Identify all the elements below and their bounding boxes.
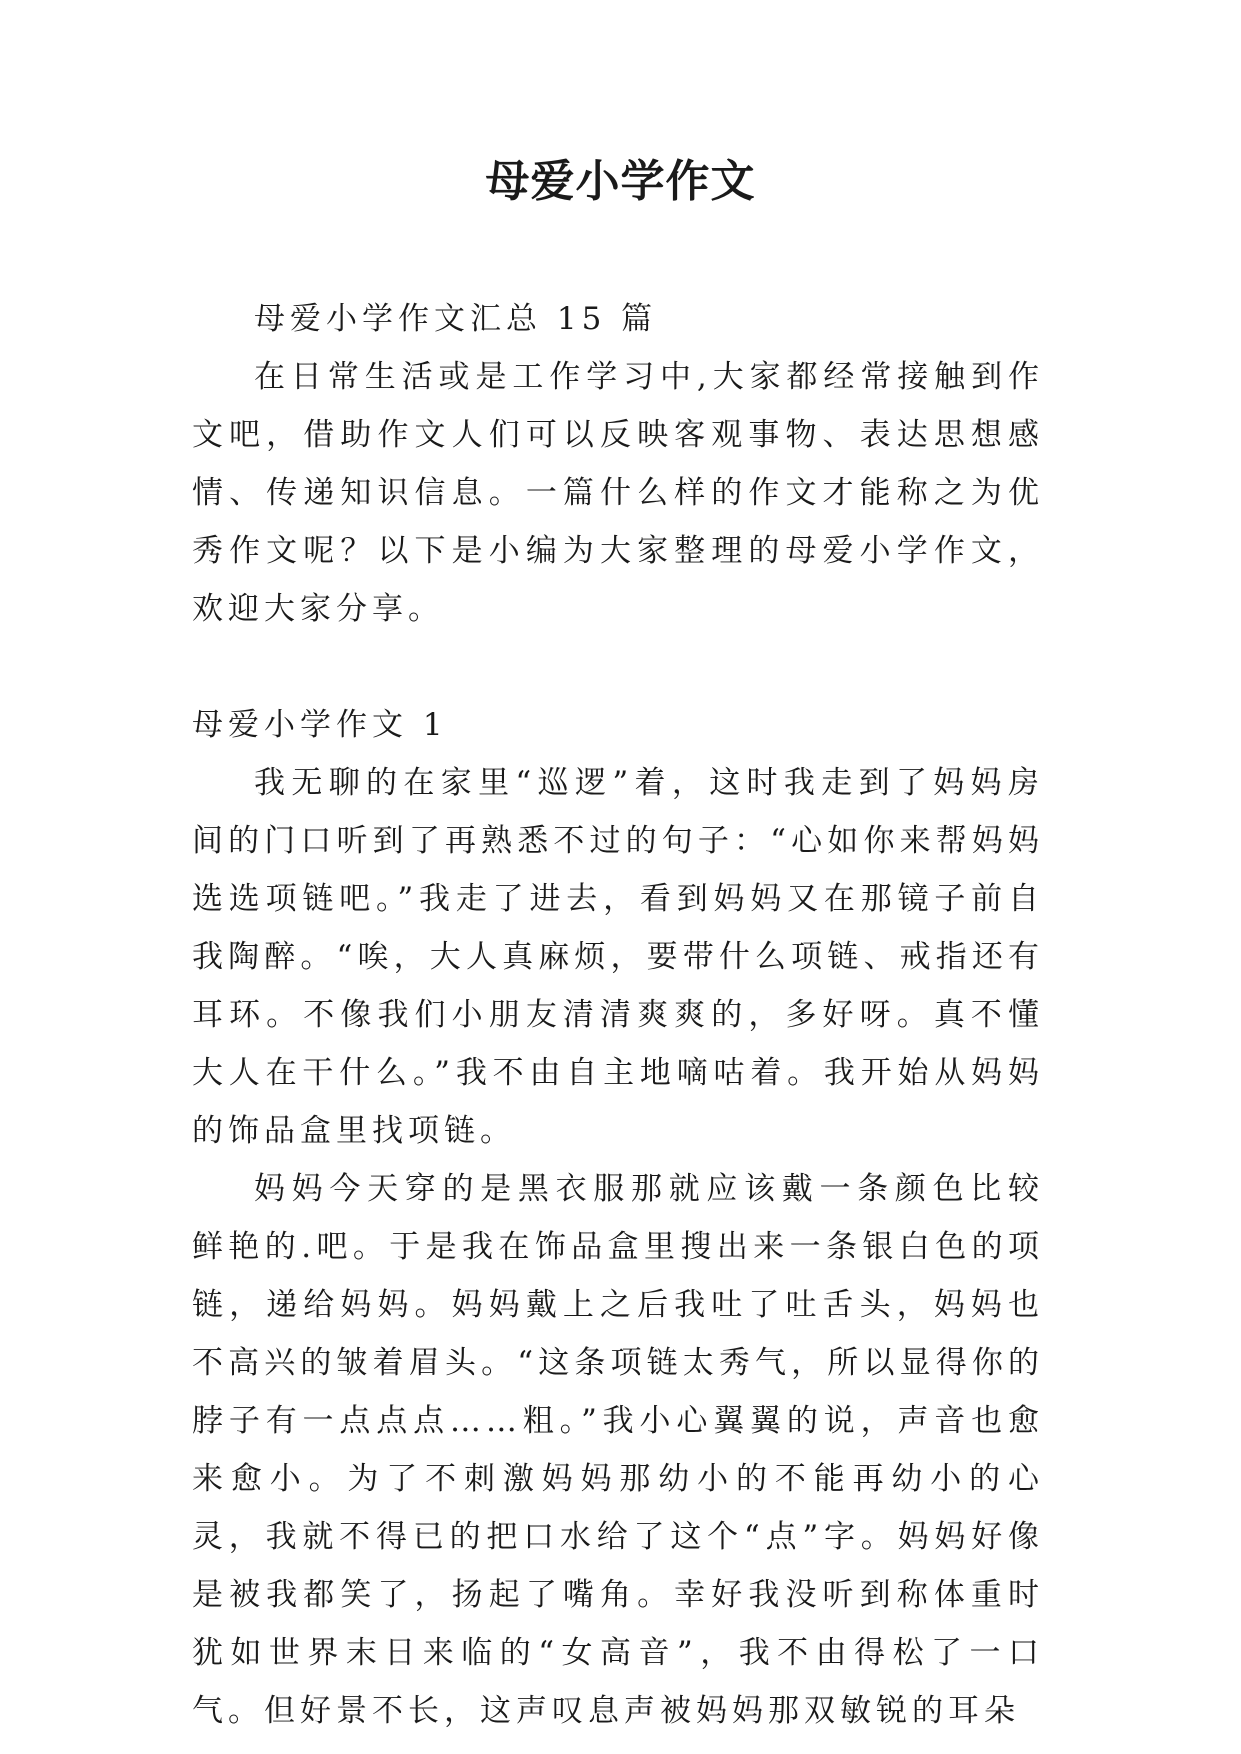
- document-body: [192, 290, 1044, 1740]
- intro-paragraph: 在日常生活或是工作学习中,大家都经常接触到作文吧，借助作文人们可以反映客观事物、表达思想感情、传递知识信息。一篇什么样的作文才能称之为优秀作文呢？以下是小编为大家整理的母爱小学作文，欢迎大家分享。: [192, 359, 1044, 627]
- section-heading: 母爱小学作文 1: [192, 707, 448, 743]
- body-paragraph: 妈妈今天穿的是黑衣服那就应该戴一条颜色比较鲜艳的.吧。于是我在饰品盒里搜出来一条银白色的项链，递给妈妈。妈妈戴上之后我吐了吐舌头，妈妈也不高兴的皱着眉头。“这条项链太秀气，所以显得你的脖子有一点点点……粗。”我小心翼翼的说，声音也愈来愈小。为了不刺激妈妈那幼小的不能再幼小的心灵，我就不得已的把口水给了这个“点”字。妈妈好像是被我都笑了，扬起了嘴角。幸好我没听到称体重时犹如世界末日来临的“女高音”，我不由得松了一口气。但好景不长，这声叹息声被妈妈那双敏锐的耳朵: [192, 1171, 1044, 1729]
- document-subtitle: 母爱小学作文汇总 15 篇: [254, 301, 658, 337]
- document-title: 母爱小学作文: [485, 156, 756, 207]
- body-paragraph: 我无聊的在家里“巡逻”着，这时我走到了妈妈房间的门口听到了再熟悉不过的句子：“心如你来帮妈妈选选项链吧。”我走了进去，看到妈妈又在那镜子前自我陶醉。“唉，大人真麻烦，要带什么项链、戒指还有耳环。不像我们小朋友清清爽爽的，多好呀。真不懂大人在干什么。”我不由自主地嘀咕着。我开始从妈妈的饰品盒里找项链。: [192, 765, 1044, 1149]
